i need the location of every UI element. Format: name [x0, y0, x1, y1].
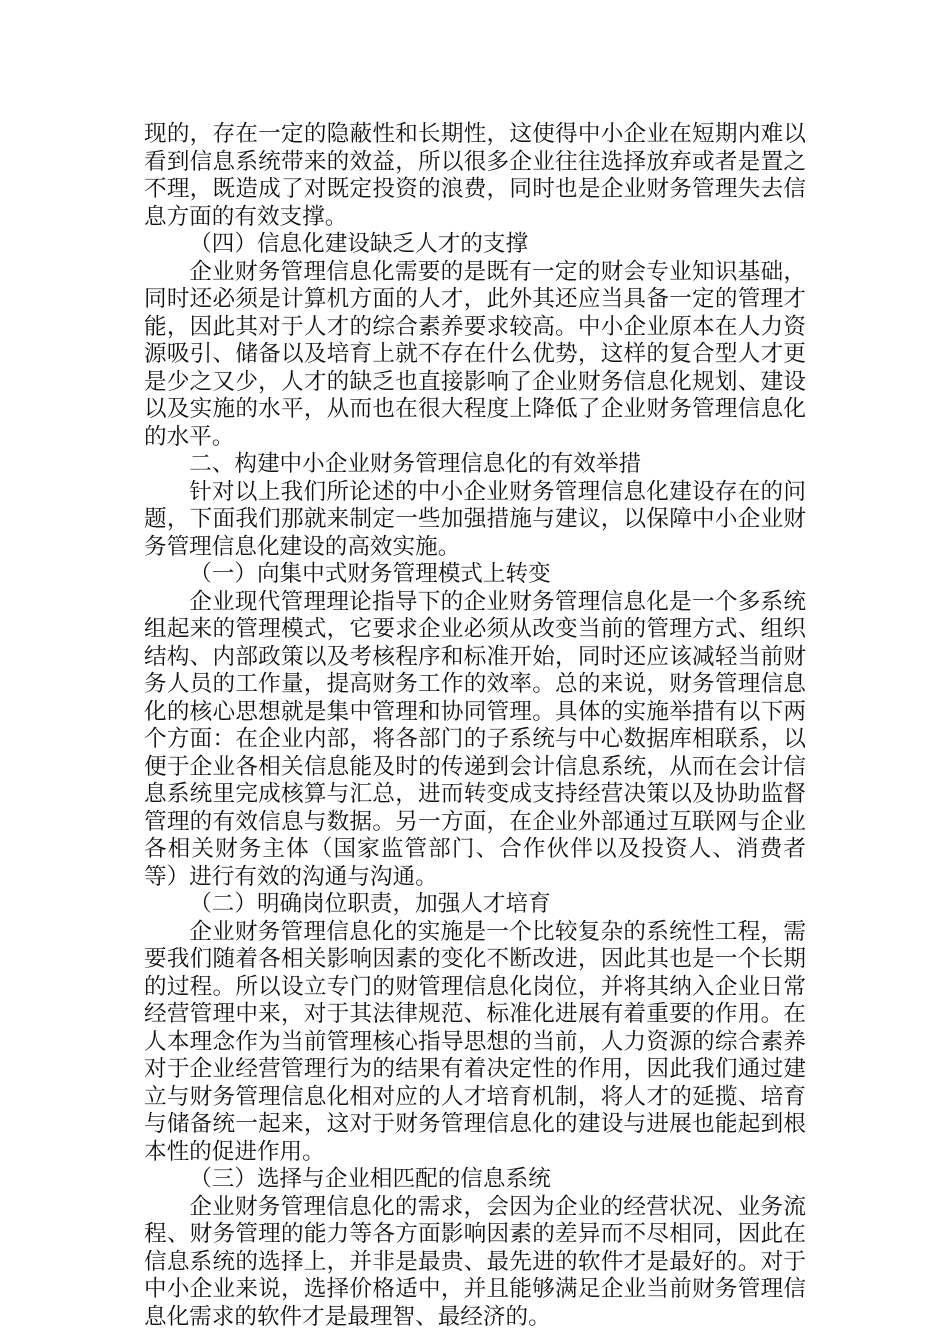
subheading-lack-of-talent: （四）信息化建设缺乏人才的支撑	[189, 231, 529, 257]
subheading-job-responsibilities: （二）明确岗位职责，加强人才培育	[189, 891, 551, 917]
subheading-centralized-model: （一）向集中式财务管理模式上转变	[189, 561, 551, 587]
paragraph-matching-system: 企业财务管理信息化的需求，会因为企业的经营状况、业务流程、财务管理的能力等各方面影响因素的差异而不尽相同，因此在信息系统的选择上，并非是最贵、最先进的软件才是最好的。对于中小企业来说，选择价格适中，并且能够满足企业当前财务管理信息化需求的软件才是最理智、最经济的。	[144, 1193, 806, 1330]
paragraph-talent-requirements: 企业财务管理信息化需要的是既有一定的财会专业知识基础，同时还必须是计算机方面的人才，此外其还应当具备一定的管理才能，因此其对于人才的综合素养要求较高。中小企业原本在人力资源吸引、储备以及培育上就不存在什么优势，这样的复合型人才更是少之又少，人才的缺乏也直接影响了企业财务信息化规划、建设以及实施的水平，从而也在很大程度上降低了企业财务管理信息化的水平。	[144, 258, 806, 450]
paragraph-continuation: 现的，存在一定的隐蔽性和长期性，这使得中小企业在短期内难以看到信息系统带来的效益，所以很多企业往往选择放弃或者是置之不理，既造成了对既定投资的浪费，同时也是企业财务管理失去信息方面的有效支撑。	[144, 121, 806, 230]
section-heading-measures: 二、构建中小企业财务管理信息化的有效举措	[189, 451, 642, 477]
subheading-matching-system: （三）选择与企业相匹配的信息系统	[189, 1166, 551, 1192]
paragraph-job-responsibilities: 企业财务管理信息化的实施是一个比较复杂的系统性工程，需要我们随着各相关影响因素的变化不断改进，因此其也是一个长期的过程。所以设立专门的财管理信息化岗位，并将其纳入企业日常经营管理中来，对于其法律规范、标准化进展有着重要的作用。在人本理念作为当前管理核心指导思想的当前，人力资源的综合素养对于企业经营管理行为的结果有着决定性的作用，因此我们通过建立与财务管理信息化相对应的人才培育机制，将人才的延揽、培育与储备统一起来，这对于财务管理信息化的建设与进展也能起到根本性的促进作用。	[144, 918, 806, 1165]
paragraph-centralized-model: 企业现代管理理论指导下的企业财务管理信息化是一个多系统组起来的管理模式，它要求企业必须从改变当前的管理方式、组织结构、内部政策以及考核程序和标准开始，同时还应该减轻当前财务人员的工作量，提高财务工作的效率。总的来说，财务管理信息化的核心思想就是集中管理和协同管理。具体的实施举措有以下两个方面：在企业内部，将各部门的子系统与中心数据库相联系，以便于企业各相关信息能及时的传递到会计信息系统，从而在会计信息系统里完成核算与汇总，进而转变成支持经营决策以及协助监督管理的有效信息与数据。另一方面，在企业外部通过互联网与企业各相关财务主体（国家监管部门、合作伙伴以及投资人、消费者等）进行有效的沟通与沟通。	[144, 588, 806, 890]
paragraph-measures-intro: 针对以上我们所论述的中小企业财务管理信息化建设存在的问题，下面我们那就来制定一些加强措施与建议，以保障中小企业财务管理信息化建设的高效实施。	[144, 478, 806, 560]
body-text-column	[144, 121, 806, 1331]
